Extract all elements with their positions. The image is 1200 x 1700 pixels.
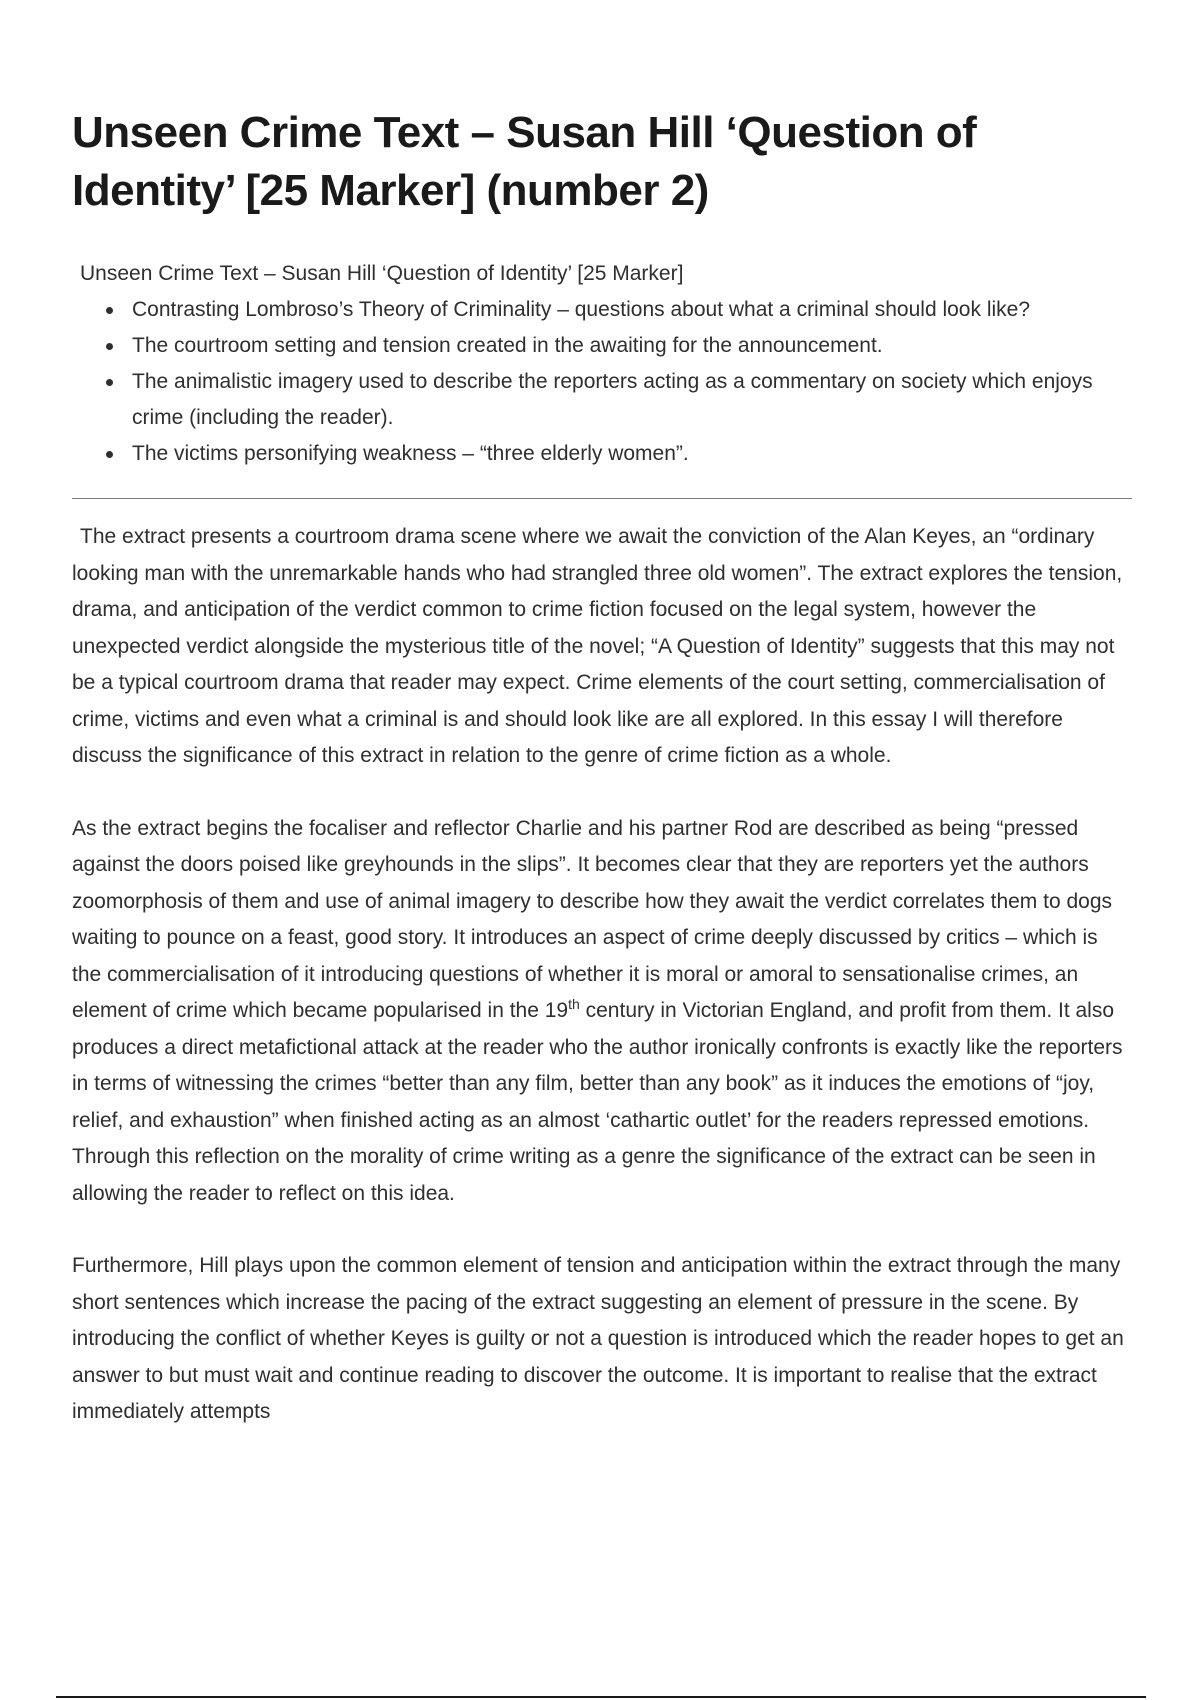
essay-text-segment: As the extract begins the focaliser and reflector Charlie and his partner Rod are described as being “pressed against the doors poised like greyhounds in the slips”. It becomes clear that they are reporters yet the authors zoomorphosis of them and use of animal imagery to describe how they await the verdict correlates them to dogs waiting to pounce on a feast, good story. It introduces an aspect of crime deeply discussed by critics – which is the commercialisation of it introducing questions of whether it is moral or amoral to sensationalise crimes, an element of crime which became popularised in the 19 bbox=[72, 816, 1113, 1022]
summary-bullet-text: The victims personifying weakness – “three elderly women”. bbox=[132, 442, 689, 465]
document-page bbox=[72, 104, 1132, 1467]
ordinal-superscript: th bbox=[568, 996, 580, 1012]
page-title: Unseen Crime Text – Susan Hill ‘Question of Identity’ [25 Marker] (number 2) bbox=[72, 108, 977, 215]
bullet-dot-icon bbox=[106, 307, 113, 314]
summary-bullet-text: Contrasting Lombroso’s Theory of Criminality – questions about what a criminal should look like? bbox=[132, 298, 1031, 321]
section-divider bbox=[72, 498, 1132, 499]
page-bottom-border bbox=[56, 1696, 1146, 1698]
essay-paragraph-tension: Furthermore, Hill plays upon the common element of tension and anticipation within the extract through the many short sentences which increase the pacing of the extract suggesting an element of pressure in the scene. By introducing the conflict of whether Keyes is guilty or not a question is introduced which the reader hopes to get an answer to but must wait and continue reading to discover the outcome. It is important to realise that the extract immediately attempts bbox=[72, 1254, 1124, 1423]
essay-text-segment: century in Victorian England, and profit from them. It also produces a direct metafictional attack at the reader who the author ironically confronts is exactly like the reporters in terms of witnessing the crimes “better than any film, better than any book” as it induces the emotions of “joy, relief, and exhaustion” when finished acting as an almost ‘cathartic outlet’ for the readers repressed emotions. Through this reflection on the morality of crime writing as a genre the significance of the extract can be seen in allowing the reader to reflect on this idea. bbox=[72, 999, 1123, 1205]
bullet-dot-icon bbox=[106, 379, 113, 386]
summary-bullet-text: The courtroom setting and tension created in the awaiting for the announcement. bbox=[132, 334, 883, 357]
bullet-dot-icon bbox=[106, 451, 113, 458]
summary-bullet-text: The animalistic imagery used to describe the reporters acting as a commentary on society which enjoys crime (including the reader). bbox=[132, 370, 1093, 429]
essay-paragraph-reporters bbox=[72, 811, 1132, 1213]
summary-bullet-item bbox=[132, 364, 1132, 436]
summary-bullet-item bbox=[132, 292, 1132, 328]
summary-bullet-item bbox=[132, 436, 1132, 472]
summary-bullet-list bbox=[72, 292, 1132, 472]
summary-heading: Unseen Crime Text – Susan Hill ‘Question of Identity’ [25 Marker] bbox=[80, 262, 684, 285]
summary-bullet-item bbox=[132, 328, 1132, 364]
bullet-dot-icon bbox=[106, 343, 113, 350]
essay-paragraph-intro: The extract presents a courtroom drama scene where we await the conviction of the Alan Keyes, an “ordinary looking man with the unremarkable hands who had strangled three old women”. The extract explores the tension, drama, and anticipation of the verdict common to crime fiction focused on the legal system, however the unexpected verdict alongside the mysterious title of the novel; “A Question of Identity” suggests that this may not be a typical courtroom drama that reader may expect. Crime elements of the court setting, commercialisation of crime, victims and even what a criminal is and should look like are all explored. In this essay I will therefore discuss the significance of this extract in relation to the genre of crime fiction as a whole. bbox=[72, 525, 1123, 767]
